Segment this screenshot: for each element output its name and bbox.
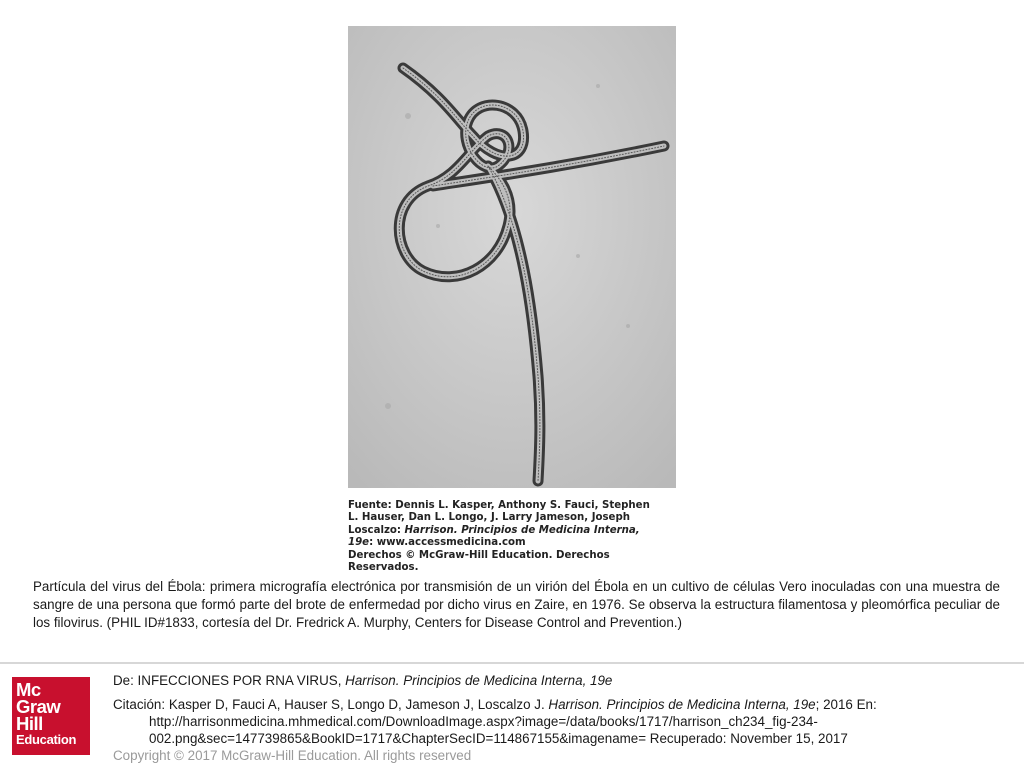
citation-prefix: Citación: Kasper D, Fauci A, Hauser S, Longo D, Jameson J, Loscalzo J <box>113 697 541 712</box>
credit-line-4-title: 19e <box>348 537 370 549</box>
credit-line-3-title: Harrison. Principios de Medicina Interna, <box>404 524 640 536</box>
logo-line-4: Education <box>16 732 77 747</box>
mcgraw-hill-education-logo <box>12 677 90 755</box>
ebola-micrograph-image <box>348 26 676 488</box>
copyright-notice: Copyright © 2017 McGraw-Hill Education. All rights reserved <box>113 748 472 763</box>
image-credit <box>348 500 676 574</box>
credit-line-5: Derechos © McGraw-Hill Education. Derechos Reservados. <box>348 549 610 574</box>
figure-caption: Partícula del virus del Ébola: primera micrografía electrónica por transmisión de un virión del Ébola en un cultivo de células Vero inoculadas con una muestra de sangre de una persona que formó parte del brote de enfermedad por dicho virus en Zaire, en 1976. Se observa la estructura filamentosa y pleomórfica peculiar de los filovirus. (PHIL ID#1833, cortesía del Dr. Fredrick A. Murphy, Centers for Disease Control and Prevention.) <box>33 579 1000 630</box>
credit-line-2: L. Hauser, Dan L. Longo, J. Larry Jameson, Joseph <box>348 512 631 524</box>
source-prefix: De: INFECCIONES POR RNA VIRUS, <box>113 673 346 688</box>
citation-rest: ; 2016 En: http://harrisonmedicina.mhmedical.com/DownloadImage.aspx?image=/data/books/1717/harrison_ch234_fig-234-002.png&sec=147739865&BookID=1717&ChapterSecID=114867155&imagename= Recuperado: November 15, 2017 <box>149 697 877 746</box>
micrograph-illustration <box>348 26 676 488</box>
footer-divider <box>0 662 1024 664</box>
logo-line-2: Graw <box>16 696 61 717</box>
reference-block <box>113 672 993 764</box>
citation-title: Harrison. Principios de Medicina Interna, 19e <box>548 697 816 712</box>
figure <box>348 26 676 574</box>
citation <box>113 696 993 747</box>
credit-line-4-rest: : www.accessmedicina.com <box>369 537 526 549</box>
logo-line-1: Mc <box>16 679 41 700</box>
source-title: Harrison. Principios de Medicina Interna, 19e <box>345 673 613 688</box>
logo-line-3: Hill <box>16 713 43 734</box>
source-line <box>113 672 993 689</box>
credit-line-3-prefix: Loscalzo: <box>348 524 405 536</box>
citation-dot: . <box>540 697 549 712</box>
credit-line-1: Fuente: Dennis L. Kasper, Anthony S. Fauci, Stephen <box>348 500 650 511</box>
